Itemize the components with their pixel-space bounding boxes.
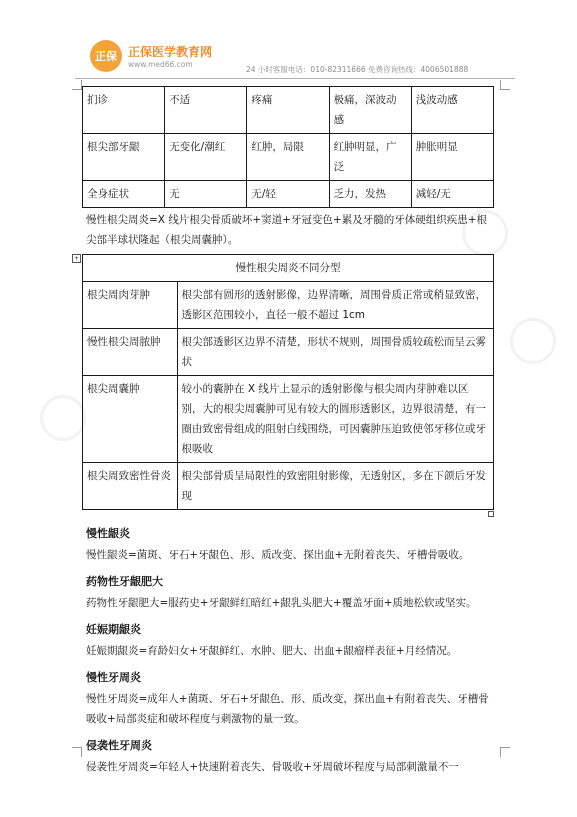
table-cell: 无 (165, 181, 247, 208)
table-cell: 无变化/潮红 (165, 134, 247, 181)
table-row (83, 134, 494, 181)
margin-corner-mark (72, 747, 82, 757)
section-heading: 药物性牙龈肥大 (86, 575, 163, 588)
section-text: 慢性牙周炎=成年人+菌斑、牙石+牙龈色、形、质改变，探出血+有附着丧失、牙槽骨吸收+局部炎症和破坏程度与刺激物的量一致。 (86, 693, 489, 725)
type-cell: 根尖周囊肿 (83, 376, 178, 463)
watermark-logo (510, 318, 556, 364)
watermark-logo (40, 395, 86, 441)
description-cell: 较小的囊肿在 X 线片上显示的透射影像与根尖周内芽肿难以区别，大的根尖周囊肿可见有较大的圆形透影区，边界很清楚，有一圈由致密骨组成的阻射白线围绕，可因囊肿压迫致使邻牙移位或牙根吸收 (177, 376, 493, 463)
brand-logo (90, 40, 122, 72)
table-row (83, 87, 494, 134)
brand-name: 正保医学教育网 (128, 45, 213, 59)
table-cell: 肿胀明显 (411, 134, 493, 181)
header-rule (75, 78, 515, 79)
margin-corner-mark (72, 80, 82, 90)
table-cell: 红肿，局限 (247, 134, 329, 181)
brand-url: www.med66.com (128, 60, 193, 69)
table-cell: 减轻/无 (411, 181, 493, 208)
table-cell: 疼痛 (247, 87, 329, 134)
table-cell: 全身症状 (83, 181, 165, 208)
description-cell: 根尖部有圆形的透射影像，边界清晰，周围骨质正常或稍显致密，透影区范围较小，直径一般不超过 1cm (177, 282, 493, 329)
section-text: 侵袭性牙周炎=年轻人+快速附着丧失、骨吸收+牙周破坏程度与局部刺激量不一 (86, 761, 459, 773)
section-text: 药物性牙龈肥大=服药史+牙龈鲜红暗红+龈乳头肥大+覆盖牙面+质地松软或坚实。 (86, 597, 477, 609)
table-cell: 根尖部牙龈 (83, 134, 165, 181)
brand-logo-mark: 正保 (95, 50, 117, 63)
sections (82, 525, 494, 777)
table-row (83, 376, 494, 463)
move-anchor-icon[interactable]: + (73, 255, 80, 262)
table-cell: 浅波动感 (411, 87, 493, 134)
table-row (83, 463, 494, 510)
section-heading: 慢性牙周炎 (86, 671, 141, 684)
table-cell: 不适 (165, 87, 247, 134)
description-cell: 根尖部骨质呈局限性的致密阻射影像，无透射区，多在下颌后牙发现 (177, 463, 493, 510)
page-header (0, 0, 577, 80)
margin-corner-mark (500, 80, 510, 90)
table-cell: 乏力，发热 (329, 181, 411, 208)
classification-table-title: 慢性根尖周炎不同分型 (83, 255, 494, 282)
contact-info: 24 小时客服电话：010-82311666 免费咨询热线：4006501888 (246, 65, 469, 74)
classification-table-wrap (73, 254, 494, 517)
classification-table (82, 254, 494, 510)
table-row (83, 282, 494, 329)
table-row (83, 329, 494, 376)
margin-corner-mark (500, 747, 510, 757)
section-heading: 慢性龈炎 (86, 527, 130, 540)
section-heading: 侵袭性牙周炎 (86, 739, 152, 752)
table-cell: 极痛，深波动感 (329, 87, 411, 134)
description-cell: 根尖部透影区边界不清楚，形状不规则，周围骨质较疏松而呈云雾状 (177, 329, 493, 376)
type-cell: 根尖周肉芽肿 (83, 282, 178, 329)
table-resize-handle[interactable] (488, 511, 494, 517)
paragraph-chronic-periapical: 慢性根尖周炎=X 线片根尖骨质破坏+窦道+牙冠变色+累及牙髓的牙体硬组织疾患+根尖部半球状隆起（根尖周囊肿）。 (86, 214, 488, 246)
table-cell: 无/轻 (247, 181, 329, 208)
document-body (73, 86, 494, 777)
section-heading: 妊娠期龈炎 (86, 623, 141, 636)
type-cell: 慢性根尖周脓肿 (83, 329, 178, 376)
table-cell: 扪诊 (83, 87, 165, 134)
table-cell: 红肿明显，广泛 (329, 134, 411, 181)
section-text: 妊娠期龈炎=育龄妇女+牙龈鲜红、水肿、肥大、出血+龈瘤样表征+月经情况。 (86, 645, 458, 657)
comparison-table (82, 86, 494, 208)
section-text: 慢性龈炎=菌斑、牙石+牙龈色、形、质改变、探出血+无附着丧失、牙槽骨吸收。 (86, 549, 470, 561)
table-row (83, 181, 494, 208)
type-cell: 根尖周致密性骨炎 (83, 463, 178, 510)
